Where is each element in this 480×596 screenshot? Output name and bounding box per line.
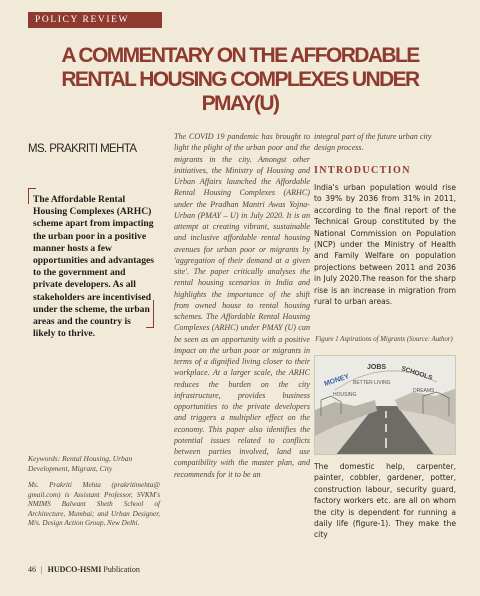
introduction-heading: INTRODUCTION: [314, 165, 411, 176]
figure-word-4: BETTER LIVING: [353, 380, 391, 386]
figure-caption: Figure 1 Aspirations of Migrants (Source: Author): [315, 336, 453, 343]
figure-word-2: JOBS: [367, 364, 387, 371]
figure-aspirations-sketch: [314, 355, 456, 455]
author-affiliation: Ms. Prakriti Mehta (prakritimehta@ gmail.com) is Assistant Professor, SVKM's NMIMS Balwant Sheth School of Architecture, Mumbai; and Urban Designer, M/s. Design Action Group, New Delhi.: [28, 481, 160, 528]
author-name: MS. PRAKRITI MEHTA: [28, 143, 137, 155]
pull-quote-rule-left: [28, 188, 29, 204]
abstract-continued: integral part of the future urban city design process.: [314, 132, 432, 153]
figure-word-1: MONEY: [323, 373, 351, 388]
keywords: Keywords: Rental Housing, Urban Development, Migrant, City: [28, 454, 133, 473]
figure-word-3: SCHOOLS: [400, 365, 434, 382]
figure-word-5: DREAMS: [413, 388, 435, 394]
abstract: The COVID 19 pandemic has brought to light the plight of the urban poor and the migrants in the city. Amongst other initiatives, the Ministry of Housing and Urban Affairs launched the Affordable Rental Housing Complexes (ARHC) under the Pradhan Mantri Awas Yojna- Urban (PMAY – U) in July 2020. It is an attempt at creating vibrant, sustainable and inclusive affordable rental housing avenues for urban poor or migrants by 'aggregation of their demand at a given site'. The paper critically analyses the rental housing scenarios in India and highlights the importance of the shift from owned house to rental housing schemes. The Affordable Rental Housing Complexes (ARHC) under PMAY (U) can be seen as an opportunity with a positive impact on the urban poor or migrants in terms of a dignified living closer to their workplace. At a larger scale, the ARHC reduces the burden on the city infrastructure, provides business opportunities to the private developers and triggers a multiplier effect on the economy. This paper also identifies the potential issues related to conflicts between parties involved, land use compatibility with the master plan, and recommends for it to be an: [174, 132, 310, 479]
road-sketch-illustration: [315, 356, 456, 455]
figure-word-6: HOUSING: [333, 392, 357, 398]
pull-quote-rule-top: [28, 188, 36, 189]
pull-quote-text: The Affordable Rental Housing Complexes (ARHC) scheme apart from impacting the urban poor in a positive manner hosts a few opportunities and advantages to the government and private developers. As all stakeholders are incentivised under the scheme, the urban areas and the country is likely to thrive.: [33, 194, 155, 340]
introduction-body: India's urban population would rise to 39% by 2036 from 31% in 2011, according to the final report of the Technical Group constituted by the National Commission on Population (NCP) under the Ministry of Health and Family Welfare on population projections between 2011 and 2036 in July 2020.The reason for the sharp rise is an increase in migration from rural to urban areas.: [314, 183, 456, 307]
section-badge: POLICY REVIEW: [28, 12, 162, 28]
publication-suffix: Publication: [103, 565, 140, 574]
pull-quote: [28, 188, 155, 340]
article-title: A COMMENTARY ON THE AFFORDABLE RENTAL HOUSING COMPLEXES UNDER PMAY(U): [61, 44, 419, 115]
publication-name: HUDCO-HSMI: [47, 565, 102, 574]
page-number: 46: [28, 565, 36, 574]
page-footer: 46 | HUDCO-HSMI Publication: [28, 565, 140, 574]
introduction-body-continued: The domestic help, carpenter, painter, cobbler, gardener, potter, construction labour, security guard, factory workers etc. are all on whom the city is dependent for running a daily life (figure-1). They make the city: [314, 462, 456, 540]
